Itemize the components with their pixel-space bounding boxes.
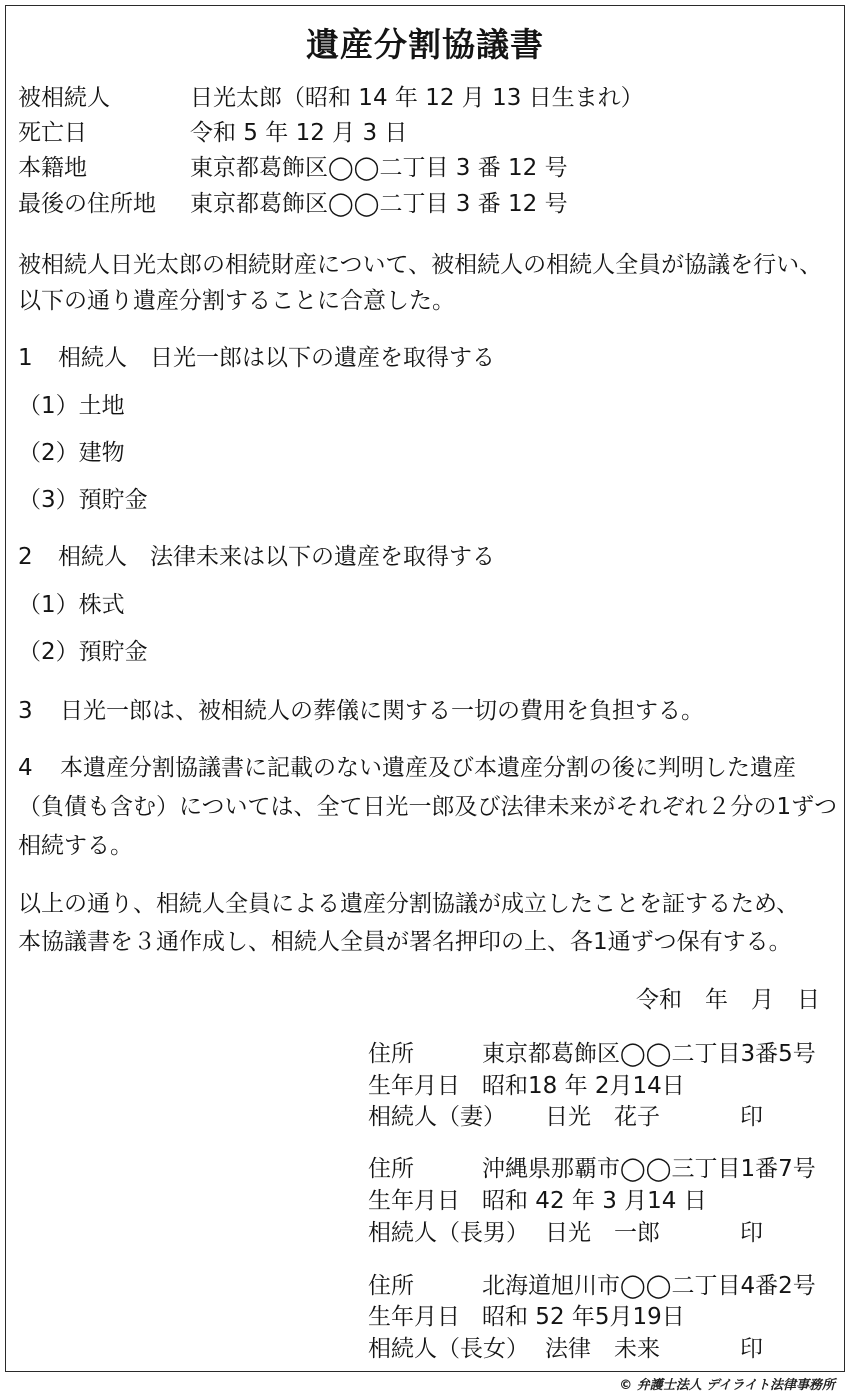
birthdate-label: 生年月日 bbox=[368, 1304, 460, 1330]
heir-name: 法律 未来 bbox=[545, 1336, 660, 1362]
article-item bbox=[18, 634, 148, 670]
heir-role: 相続人（長女） bbox=[368, 1336, 529, 1362]
item-number: （2） bbox=[18, 639, 79, 665]
article-text-line: （負債も含む）については、全て日光一郎及び法律未来がそれぞれ２分の1ずつ bbox=[18, 794, 838, 820]
closing-line: 本協議書を３通作成し、相続人全員が署名押印の上、各1通ずつ保有する。 bbox=[18, 929, 792, 955]
article-item bbox=[18, 388, 125, 424]
seal-mark: 印 bbox=[740, 1104, 763, 1130]
heir-name: 日光 花子 bbox=[545, 1104, 660, 1130]
article-text: 相続人 日光一郎は以下の遺産を取得する bbox=[58, 345, 495, 371]
address-value: 北海道旭川市◯◯二丁目4番2号 bbox=[482, 1273, 816, 1299]
article-text-line: 本遺産分割協議書に記載のない遺産及び本遺産分割の後に判明した遺産 bbox=[60, 755, 796, 781]
article-item bbox=[18, 435, 125, 471]
header-label-decedent: 被相続人 bbox=[18, 85, 110, 111]
document-title: 遺産分割協議書 bbox=[306, 25, 544, 64]
signing-date: 令和 年 月 日 bbox=[636, 987, 820, 1013]
article-number: 4 bbox=[18, 755, 33, 781]
header-label-registered-domicile: 本籍地 bbox=[18, 155, 87, 181]
header-value-decedent: 日光太郎（昭和 14 年 12 月 13 日生まれ） bbox=[190, 85, 644, 111]
article-text: 相続人 法律未来は以下の遺産を取得する bbox=[58, 544, 495, 570]
birthdate-label: 生年月日 bbox=[368, 1188, 460, 1214]
header-label-last-address: 最後の住所地 bbox=[18, 191, 156, 217]
item-text: 預貯金 bbox=[78, 639, 148, 665]
birthdate-label: 生年月日 bbox=[368, 1073, 460, 1099]
birthdate-value: 昭和 42 年 3 月14 日 bbox=[482, 1188, 707, 1214]
item-number: （3） bbox=[18, 487, 79, 513]
intro-line: 被相続人日光太郎の相続財産について、被相続人の相続人全員が協議を行い、 bbox=[18, 252, 823, 278]
header-value-registered-domicile: 東京都葛飾区◯◯二丁目 3 番 12 号 bbox=[190, 155, 568, 181]
address-label: 住所 bbox=[368, 1156, 414, 1182]
item-number: （1） bbox=[18, 592, 79, 618]
copyright-footer: © 弁護士法人 デイライト法律事務所 bbox=[619, 1378, 835, 1393]
address-label: 住所 bbox=[368, 1273, 414, 1299]
address-value: 東京都葛飾区◯◯二丁目3番5号 bbox=[482, 1041, 816, 1067]
address-value: 沖縄県那覇市◯◯三丁目1番7号 bbox=[482, 1156, 816, 1182]
birthdate-value: 昭和 52 年5月19日 bbox=[482, 1304, 685, 1330]
closing-line: 以上の通り、相続人全員による遺産分割協議が成立したことを証するため、 bbox=[18, 891, 800, 917]
article-number: 2 bbox=[18, 544, 33, 570]
article-number: 1 bbox=[18, 345, 33, 371]
address-label: 住所 bbox=[368, 1041, 414, 1067]
birthdate-value: 昭和18 年 2月14日 bbox=[482, 1073, 685, 1099]
article-text-line: 相続する。 bbox=[18, 833, 133, 859]
item-number: （1） bbox=[18, 393, 79, 419]
article-text: 日光一郎は、被相続人の葬儀に関する一切の費用を負担する。 bbox=[60, 698, 704, 724]
article-item bbox=[18, 482, 148, 518]
header-label-date-of-death: 死亡日 bbox=[18, 120, 87, 146]
header-value-last-address: 東京都葛飾区◯◯二丁目 3 番 12 号 bbox=[190, 191, 568, 217]
seal-mark: 印 bbox=[740, 1336, 763, 1362]
header-value-date-of-death: 令和 5 年 12 月 3 日 bbox=[190, 120, 408, 146]
article-item bbox=[18, 587, 125, 623]
seal-mark: 印 bbox=[740, 1220, 763, 1246]
item-text: 土地 bbox=[78, 393, 125, 419]
heir-name: 日光 一郎 bbox=[545, 1220, 660, 1246]
article-number: 3 bbox=[18, 698, 33, 724]
item-text: 株式 bbox=[78, 592, 125, 618]
intro-line: 以下の通り遺産分割することに合意した。 bbox=[18, 288, 455, 314]
heir-role: 相続人（長男） bbox=[368, 1220, 529, 1246]
item-text: 建物 bbox=[78, 440, 125, 466]
item-number: （2） bbox=[18, 440, 79, 466]
item-text: 預貯金 bbox=[78, 487, 148, 513]
heir-role: 相続人（妻） bbox=[368, 1104, 506, 1130]
